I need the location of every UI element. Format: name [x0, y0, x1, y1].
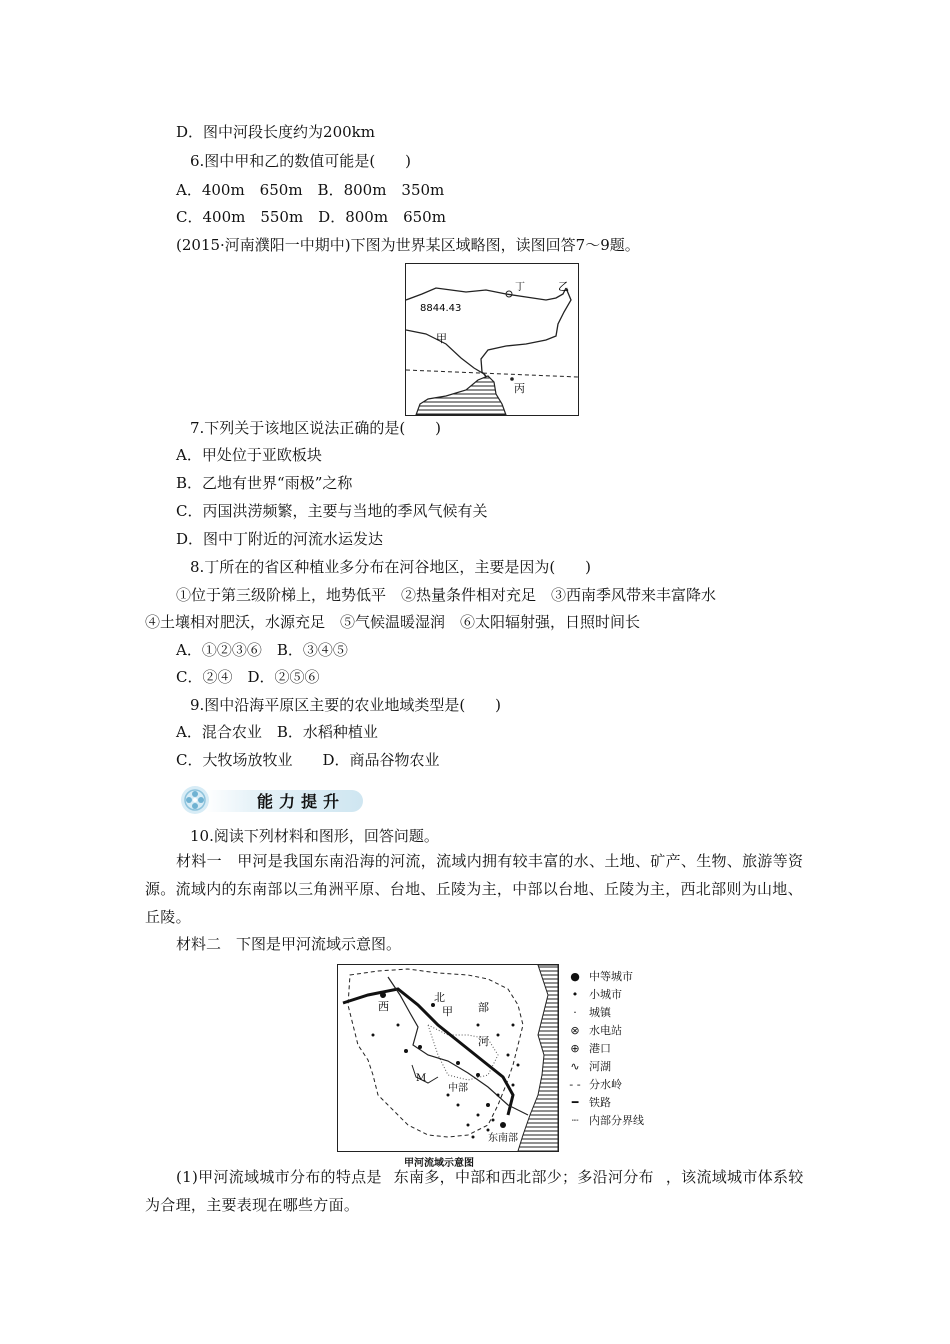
railway-icon: ━ [571, 1096, 579, 1109]
legend-label: 中等城市 [589, 970, 633, 983]
q7-stem: 7.下列关于该地区说法正确的是( ) [190, 419, 442, 437]
border-line [406, 288, 566, 300]
jia-river-basin-map [337, 964, 559, 1152]
label-bu: 部 [478, 1001, 489, 1014]
label-jia: 甲 [442, 1005, 453, 1018]
q6-options-row1: A．400m 650m B．800m 350m [176, 181, 445, 199]
town-icon: · [573, 1006, 577, 1019]
intro-7-9: (2015·河南濮阳一中期中)下图为世界某区域略图，读图回答7～9题。 [176, 236, 640, 254]
legend-item-hydropower [566, 1024, 622, 1038]
q10-sub1-suffix: ，该流域城市体系较为合理，主要表现在哪些方面。 [145, 1168, 804, 1214]
q7-option-c: C．丙国洪涝频繁，主要与当地的季风气候有关 [176, 502, 488, 520]
q8-stem: 8.丁所在的省区种植业多分布在河谷地区，主要是因为( ) [190, 558, 592, 576]
small-city-icon: • [571, 988, 579, 1001]
legend-item-medium-city [566, 970, 633, 984]
yi-label: 乙 [558, 280, 569, 293]
q7-option-d: D．图中丁附近的河流水运发达 [176, 530, 384, 548]
q9-options-row2: C．大牧场放牧业 D．商品谷物农业 [176, 751, 440, 769]
region-map [405, 263, 579, 416]
q7-option-a: A．甲处位于亚欧板块 [176, 446, 322, 464]
legend-label: 铁路 [589, 1096, 611, 1109]
label-m: M [416, 1073, 427, 1084]
q10-material1: 材料一 甲河是我国东南沿海的河流，流域内拥有较丰富的水、土地、矿产、生物、旅游等资源。流域内的东南部以三角洲平原、台地、丘陵为主，中部以台地、丘陵为主，西北部则为山地、丘陵。 [145, 852, 804, 926]
legend-label: 水电站 [589, 1024, 622, 1037]
q9-stem: 9.图中沿海平原区主要的农业地域类型是( ) [190, 696, 502, 714]
section-banner [175, 782, 365, 816]
elevation-label: 8844.43 [420, 303, 462, 314]
legend-item-internal-boundary [566, 1114, 644, 1128]
label-dongnanbu: 东南部 [488, 1133, 518, 1144]
sea-area [518, 965, 558, 1151]
q8-options-row1: A．①②③⑥ B．③④⑤ [176, 641, 348, 659]
q9-options-row1: A．混合农业 B．水稻种植业 [176, 723, 378, 741]
legend-label: 内部分界线 [589, 1114, 644, 1127]
legend-item-town [566, 1006, 611, 1020]
legend-item-port [566, 1042, 611, 1056]
q10-material2: 材料二 下图是甲河流域示意图。 [176, 935, 402, 953]
region-map-drawing [406, 264, 578, 415]
label-he: 河 [478, 1035, 489, 1048]
jia-label: 甲 [436, 332, 447, 345]
bing-label: 丙 [514, 382, 525, 395]
river-lake-icon: ∿ [570, 1060, 580, 1073]
legend-label: 港口 [589, 1042, 611, 1055]
q7-option-b: B．乙地有世界“雨极”之称 [176, 474, 353, 492]
legend-label: 分水岭 [589, 1078, 622, 1091]
bing-marker [510, 377, 514, 381]
sea-area [416, 376, 506, 415]
flower-icon [175, 782, 221, 816]
q10-sub1 [145, 1163, 810, 1219]
medium-city-icon: ● [570, 970, 580, 983]
legend-label: 小城市 [589, 988, 622, 1001]
q10-stem: 10.阅读下列材料和图形，回答问题。 [190, 827, 439, 845]
label-xi: 西 [378, 1000, 389, 1013]
label-zhongbu: 中部 [448, 1083, 468, 1094]
latitude-line [406, 370, 578, 377]
hydropower-icon: ⊗ [570, 1024, 580, 1037]
q10-sub1-answer: 东南多，中部和西北部少；多沿河分布 [393, 1168, 654, 1186]
internal-boundary [428, 1025, 498, 1080]
port-icon: ⊕ [570, 1042, 580, 1055]
section-title: 能力提升 [257, 792, 346, 811]
legend-item-railway [566, 1096, 611, 1110]
ding-label: 丁 [515, 282, 525, 293]
q6-options-row2: C．400m 550m D．800m 650m [176, 208, 446, 226]
q8-options-row2: C．②④ D．②⑤⑥ [176, 668, 320, 686]
watershed-icon: ‐ ‐ [569, 1078, 581, 1091]
label-bei: 北 [434, 991, 445, 1004]
legend-item-river-lake [566, 1060, 611, 1074]
q5-option-d: D．图中河段长度约为200km [176, 123, 375, 141]
basin-map-drawing [338, 965, 558, 1151]
q6-stem: 6.图中甲和乙的数值可能是( ) [190, 152, 412, 170]
q8-reasons-line2: ④土壤相对肥沃，水源充足 ⑤气候温暖湿润 ⑥太阳辐射强，日照时间长 [145, 613, 641, 631]
legend-label: 河湖 [589, 1060, 611, 1073]
internal-boundary-icon: ┈ [571, 1114, 579, 1127]
map-caption: 甲河流域示意图 [404, 1158, 474, 1169]
q10-sub1-prefix: (1)甲河流域城市分布的特点是 [176, 1168, 382, 1186]
q8-reasons-line1: ①位于第三级阶梯上，地势低平 ②热量条件相对充足 ③西南季风带来丰富降水 [176, 586, 717, 604]
river-line [481, 288, 571, 376]
legend-item-watershed [566, 1078, 622, 1092]
legend-item-small-city [566, 988, 622, 1002]
legend-label: 城镇 [589, 1006, 611, 1019]
